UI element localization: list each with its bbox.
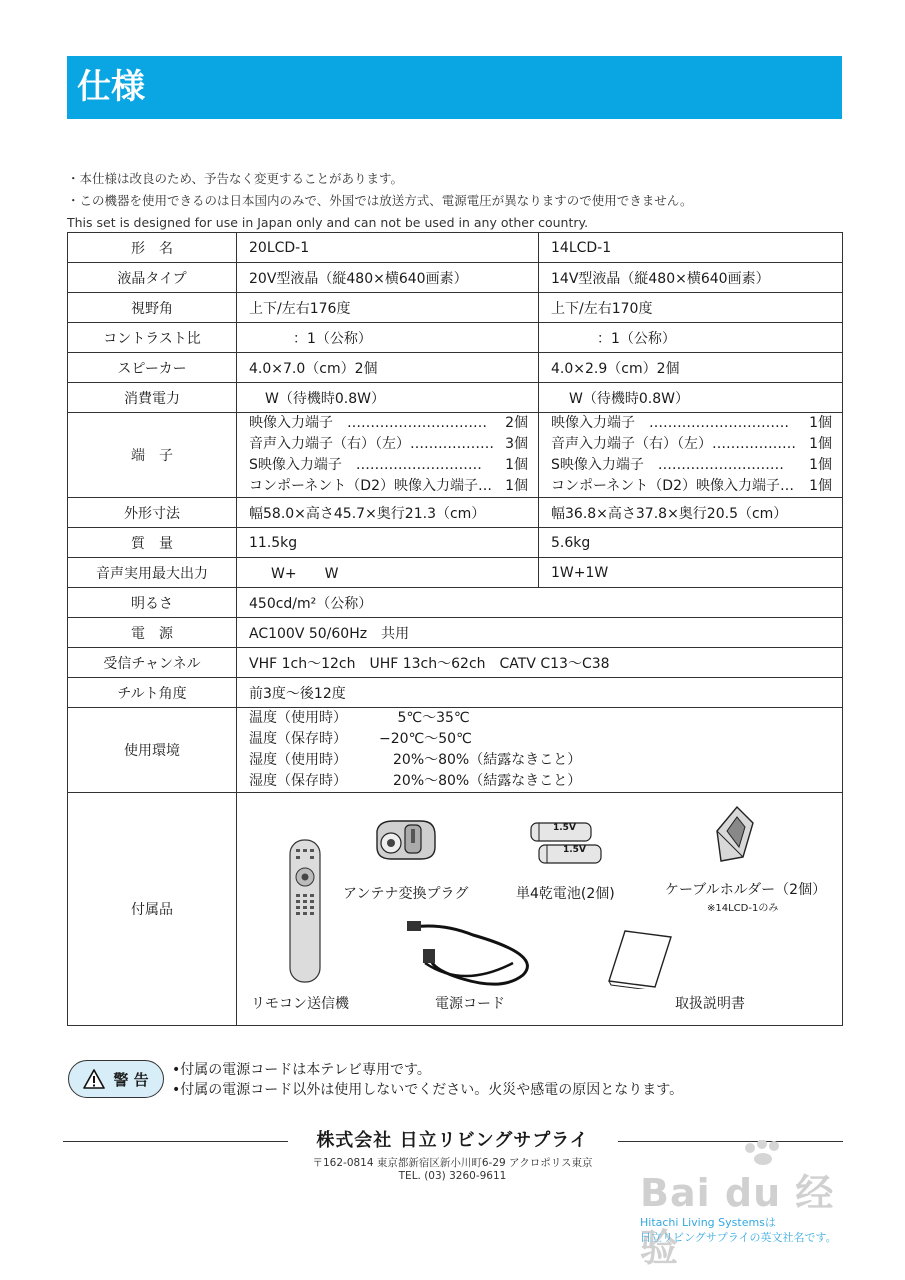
remote-control-icon [289, 839, 321, 983]
holder-caption: ケーブルホルダー（2個） [665, 882, 827, 898]
warning-line: •付属の電源コード以外は使用しないでください。火災や感電の原因となります。 [172, 1082, 684, 1098]
cell-shared: AC100V 50/60Hz 共用 [237, 618, 843, 648]
warning-label: 警 告 [113, 1070, 149, 1089]
terminal-count: 1個 [809, 478, 832, 494]
terminal-count: 2個 [505, 415, 528, 431]
battery-mark: 1.5V [563, 845, 586, 855]
cell-14lcd: 1W+1W [539, 558, 843, 588]
cell-14lcd: 上下/左右170度 [539, 293, 843, 323]
table-row [68, 678, 843, 708]
note-line: This set is designed for use in Japan only and can not be used in any other country. [67, 215, 589, 230]
terminal-line [551, 413, 842, 434]
env-line [249, 708, 842, 729]
terminal-name: S映像入力端子 [551, 457, 658, 473]
leader-dots: ………………………… [347, 415, 487, 431]
leader-dots: … [780, 478, 794, 494]
leader-dots: ……………………… [355, 457, 482, 473]
watermark-line: Hitachi Living Systemsは [640, 1216, 776, 1229]
cable-holder-icon [707, 801, 759, 865]
leader-dots: ……………… [712, 436, 796, 452]
terminal-name: コンポーネント（D2）映像入力端子 [551, 478, 780, 494]
row-label: 受信チャンネル [68, 648, 237, 678]
cell-14lcd: W（待機時0.8W） [539, 383, 843, 413]
battery-mark: 1.5V [553, 823, 576, 833]
row-label: 使用環境 [68, 708, 237, 793]
cell-environment [237, 708, 843, 793]
cell-shared: 前3度～後12度 [237, 678, 843, 708]
env-line [249, 750, 842, 771]
env-value: 20%～80%（結露なきこと） [379, 752, 582, 768]
spec-table [67, 232, 843, 1026]
row-label: 液晶タイプ [68, 263, 237, 293]
watermark-brand: Bai du 经验 [640, 1171, 835, 1270]
terminal-count: 1個 [505, 457, 528, 473]
cell-20lcd: ：1（公称） [237, 323, 539, 353]
table-row [68, 323, 843, 353]
accessories-panel [237, 793, 843, 1025]
manual-icon [607, 929, 673, 989]
cell-shared: VHF 1ch～12ch UHF 13ch～62ch CATV C13～C38 [237, 648, 843, 678]
terminal-count: 1個 [809, 436, 832, 452]
row-label: コントラスト比 [68, 323, 237, 353]
leader-dots: … [478, 478, 492, 494]
cord-caption: 電源コード [435, 996, 505, 1012]
cell-shared: 450cd/m²（公称） [237, 588, 843, 618]
terminal-line [249, 455, 538, 476]
row-label: 明るさ [68, 588, 237, 618]
antenna-caption: アンテナ変換プラグ [343, 886, 469, 902]
leader-dots: ……………………… [657, 457, 784, 473]
table-row [68, 233, 843, 263]
cell-14lcd: 幅36.8×高さ37.8×奥行20.5（cm） [539, 498, 843, 528]
env-value: 5℃～35℃ [379, 710, 470, 726]
terminal-line [551, 434, 842, 455]
terminal-line [551, 476, 842, 497]
row-label: 端 子 [68, 413, 237, 498]
holder-note: ※14LCD-1のみ [707, 903, 779, 914]
cell-14lcd: 14V型液晶（縦480×横640画素） [539, 263, 843, 293]
cell-20lcd: W（待機時0.8W） [237, 383, 539, 413]
table-row [68, 588, 843, 618]
env-value: 20%～80%（結露なきこと） [379, 773, 582, 789]
terminal-name: 音声入力端子（右）（左） [249, 436, 410, 452]
terminal-line [249, 413, 538, 434]
cell-14lcd: 14LCD-1 [539, 233, 843, 263]
table-row [68, 293, 843, 323]
terminal-count: 1個 [809, 457, 832, 473]
row-label: 質 量 [68, 528, 237, 558]
env-key: 温度（保存時） [249, 731, 347, 747]
row-label: 電 源 [68, 618, 237, 648]
table-row [68, 263, 843, 293]
table-row [68, 558, 843, 588]
cell-14lcd: 5.6kg [539, 528, 843, 558]
table-row [68, 708, 843, 793]
table-row [68, 413, 843, 498]
table-row [68, 648, 843, 678]
notes [67, 168, 693, 234]
terminal-name: 映像入力端子 [551, 415, 649, 431]
company-name: 株式会社 日立リビングサプライ [316, 1130, 589, 1151]
remote-caption: リモコン送信機 [251, 996, 349, 1012]
row-label: チルト角度 [68, 678, 237, 708]
row-label: 外形寸法 [68, 498, 237, 528]
env-key: 湿度（使用時） [249, 752, 347, 768]
power-cord-icon [403, 919, 553, 995]
manual-caption: 取扱説明書 [675, 996, 745, 1012]
terminal-line [249, 434, 538, 455]
terminal-line [249, 476, 538, 497]
env-line [249, 771, 842, 792]
cell-20lcd-terminals [237, 413, 539, 498]
cell-20lcd: 上下/左右176度 [237, 293, 539, 323]
warning-text [172, 1060, 683, 1100]
company-tel: TEL. (03) 3260-9611 [398, 1170, 507, 1182]
cell-14lcd-terminals [539, 413, 843, 498]
table-row [68, 383, 843, 413]
row-label: 音声実用最大出力 [68, 558, 237, 588]
warning-badge [68, 1060, 164, 1098]
terminal-count: 1個 [809, 415, 832, 431]
table-row [68, 498, 843, 528]
row-label: スピーカー [68, 353, 237, 383]
table-row [68, 793, 843, 1026]
table-row [68, 618, 843, 648]
row-label: 消費電力 [68, 383, 237, 413]
terminal-count: 1個 [505, 478, 528, 494]
note-line: ・この機器を使用できるのは日本国内のみで、外国では放送方式、電源電圧が異なりますので使用できません。 [67, 193, 693, 208]
cell-20lcd: W+ W [237, 558, 539, 588]
terminal-name: S映像入力端子 [249, 457, 356, 473]
terminal-name: 映像入力端子 [249, 415, 347, 431]
table-row [68, 528, 843, 558]
warning-triangle-icon [83, 1069, 105, 1089]
warning-line: •付属の電源コードは本テレビ専用です。 [172, 1062, 431, 1078]
terminal-name: コンポーネント（D2）映像入力端子 [249, 478, 478, 494]
env-key: 温度（使用時） [249, 710, 347, 726]
table-row [68, 353, 843, 383]
cell-20lcd: 4.0×7.0（cm）2個 [237, 353, 539, 383]
cell-20lcd: 11.5kg [237, 528, 539, 558]
env-key: 湿度（保存時） [249, 773, 347, 789]
cell-20lcd: 20LCD-1 [237, 233, 539, 263]
watermark-line: 日立リビングサプライの英文社名です。 [640, 1231, 837, 1244]
accessories-cell [237, 793, 843, 1026]
row-label: 形 名 [68, 233, 237, 263]
terminal-name: 音声入力端子（右）（左） [551, 436, 712, 452]
env-line [249, 729, 842, 750]
terminal-line [551, 455, 842, 476]
row-label: 付属品 [68, 793, 237, 1026]
page-title: 仕様 [67, 56, 842, 119]
leader-dots: ……………… [410, 436, 494, 452]
terminal-count: 3個 [505, 436, 528, 452]
company-address: 〒162-0814 東京都新宿区新小川町6-29 アクロポリス東京 [312, 1157, 593, 1169]
cell-20lcd: 幅58.0×高さ45.7×奥行21.3（cm） [237, 498, 539, 528]
leader-dots: ………………………… [649, 415, 789, 431]
note-line: ・本仕様は改良のため、予告なく変更することがあります。 [67, 171, 404, 186]
cell-14lcd: ：1（公称） [539, 323, 843, 353]
watermark [640, 1140, 865, 1270]
cell-20lcd: 20V型液晶（縦480×横640画素） [237, 263, 539, 293]
battery-caption: 単4乾電池(2個) [516, 886, 615, 902]
cell-14lcd: 4.0×2.9（cm）2個 [539, 353, 843, 383]
antenna-plug-icon [371, 817, 441, 863]
row-label: 視野角 [68, 293, 237, 323]
env-value: −20℃～50℃ [379, 731, 472, 747]
